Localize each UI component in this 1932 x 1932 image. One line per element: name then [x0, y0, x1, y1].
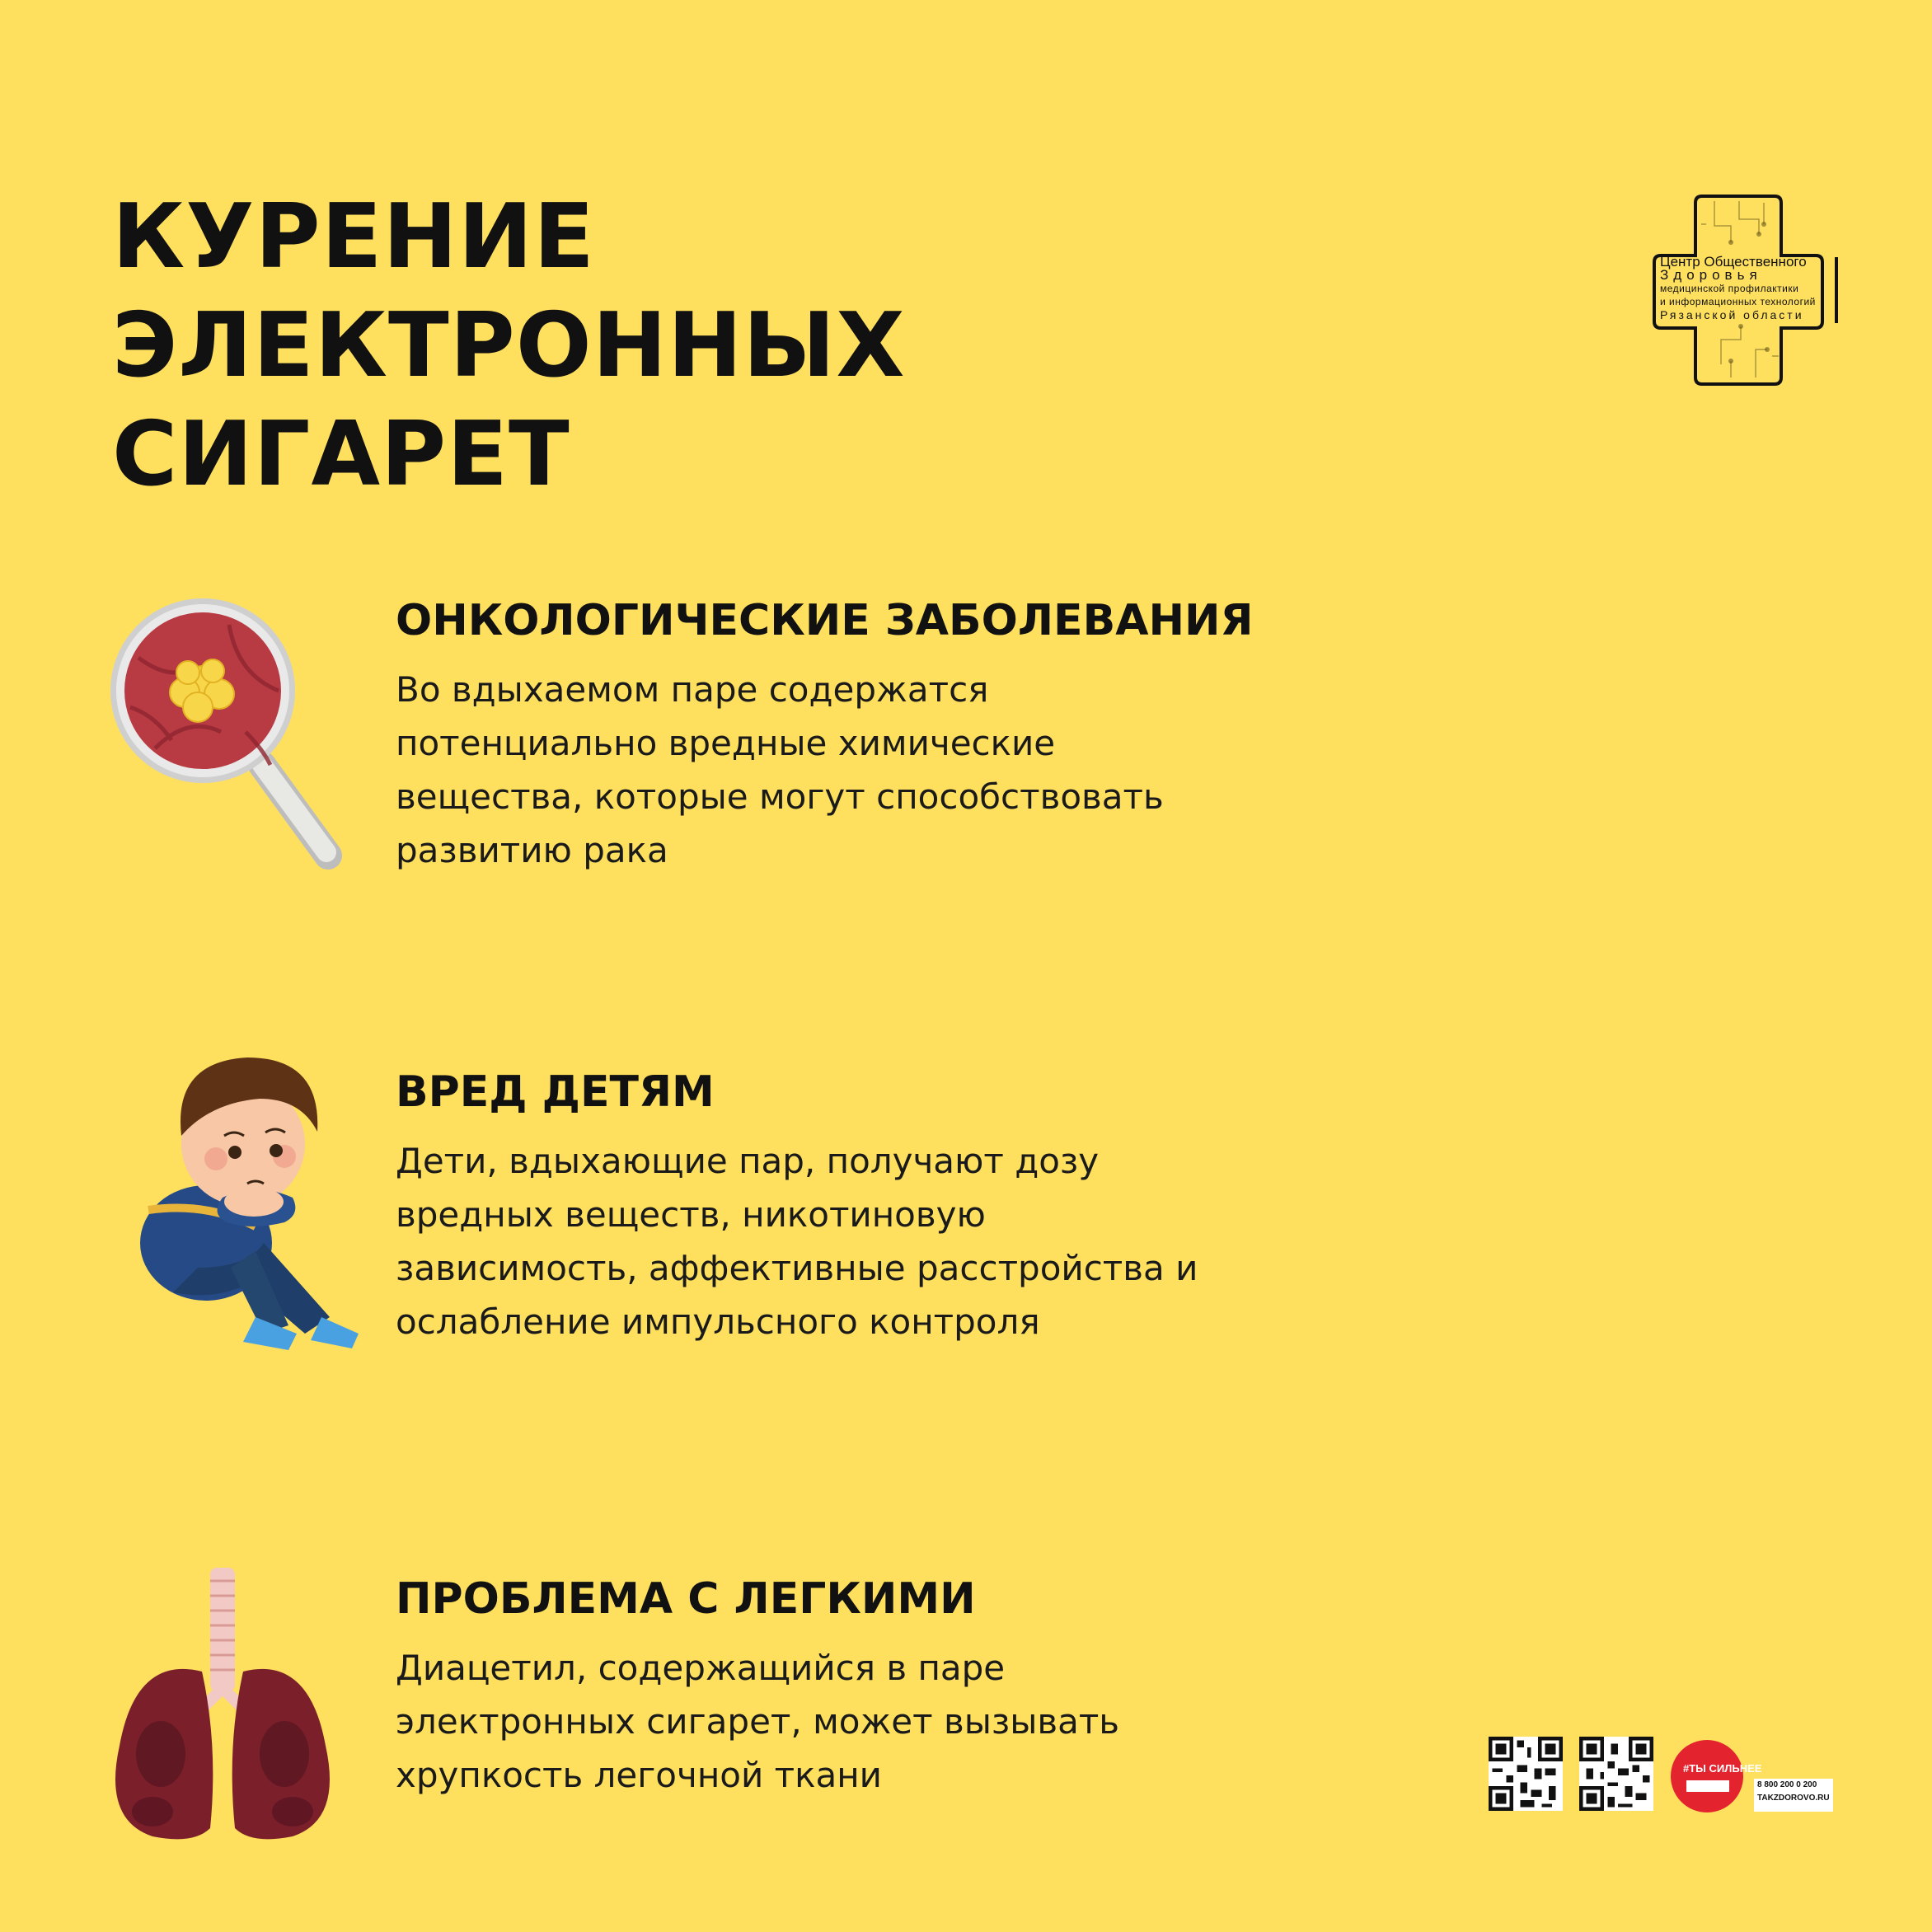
text-line: вещества, которые могут способствовать — [396, 776, 1164, 817]
logo-line-3: медицинской профилактики — [1660, 283, 1799, 294]
section-oncology — [396, 592, 1302, 877]
logo-text — [1660, 256, 1830, 321]
logo-line-1: Центр Общественного — [1660, 254, 1807, 270]
section-heading: ОНКОЛОГИЧЕСКИЕ ЗАБОЛЕВАНИЯ — [396, 596, 1254, 645]
text-line: электронных сигарет, может вызывать — [396, 1701, 1120, 1742]
section-lungs — [396, 1570, 1302, 1802]
lungs-illustration — [103, 1564, 342, 1845]
logo-line-2: Здоровья — [1660, 267, 1762, 283]
text-line: Диацетил, содержащийся в паре — [396, 1648, 1006, 1688]
section-text — [396, 1641, 1286, 1802]
text-line: Во вдыхаемом паре содержатся — [396, 669, 989, 710]
section-text — [396, 663, 1286, 877]
title-line-2: СИГАРЕТ — [112, 403, 570, 506]
magnifier-tumor-illustration — [106, 592, 345, 880]
text-line: потенциально вредные химические — [396, 723, 1056, 763]
qr-code[interactable] — [1579, 1736, 1653, 1812]
phone-number: 8 800 200 0 200 — [1757, 1780, 1817, 1789]
section-children — [396, 1063, 1302, 1348]
logo-line-4: и информационных технологий — [1660, 296, 1816, 307]
section-heading: ВРЕД ДЕТЯМ — [396, 1067, 715, 1117]
logo-line-5: Рязанской области — [1660, 308, 1804, 321]
title-line-1: КУРЕНИЕ ЭЛЕКТРОННЫХ — [112, 185, 906, 397]
text-line: вредных веществ, никотиновую — [396, 1194, 986, 1235]
qr-code[interactable] — [1489, 1736, 1563, 1812]
section-text — [396, 1134, 1286, 1348]
text-line: Дети, вдыхающие пар, получают дозу — [396, 1141, 1100, 1181]
sad-boy-illustration — [132, 1045, 371, 1375]
text-line: развитию рака — [396, 830, 668, 870]
contacts-box — [1754, 1779, 1833, 1812]
text-line: ослабление импульсного контроля — [396, 1301, 1040, 1342]
text-line: хрупкость легочной ткани — [396, 1755, 882, 1795]
website-link[interactable]: TAKZDOROVO.RU — [1757, 1794, 1830, 1803]
badge-text: #ТЫ СИЛЬНЕЕ — [1683, 1762, 1762, 1775]
campaign-badge-icon — [1670, 1739, 1762, 1813]
page-title — [112, 183, 1348, 509]
section-heading: ПРОБЛЕМА С ЛЕГКИМИ — [396, 1574, 976, 1624]
text-line: зависимость, аффективные расстройства и — [396, 1248, 1198, 1288]
